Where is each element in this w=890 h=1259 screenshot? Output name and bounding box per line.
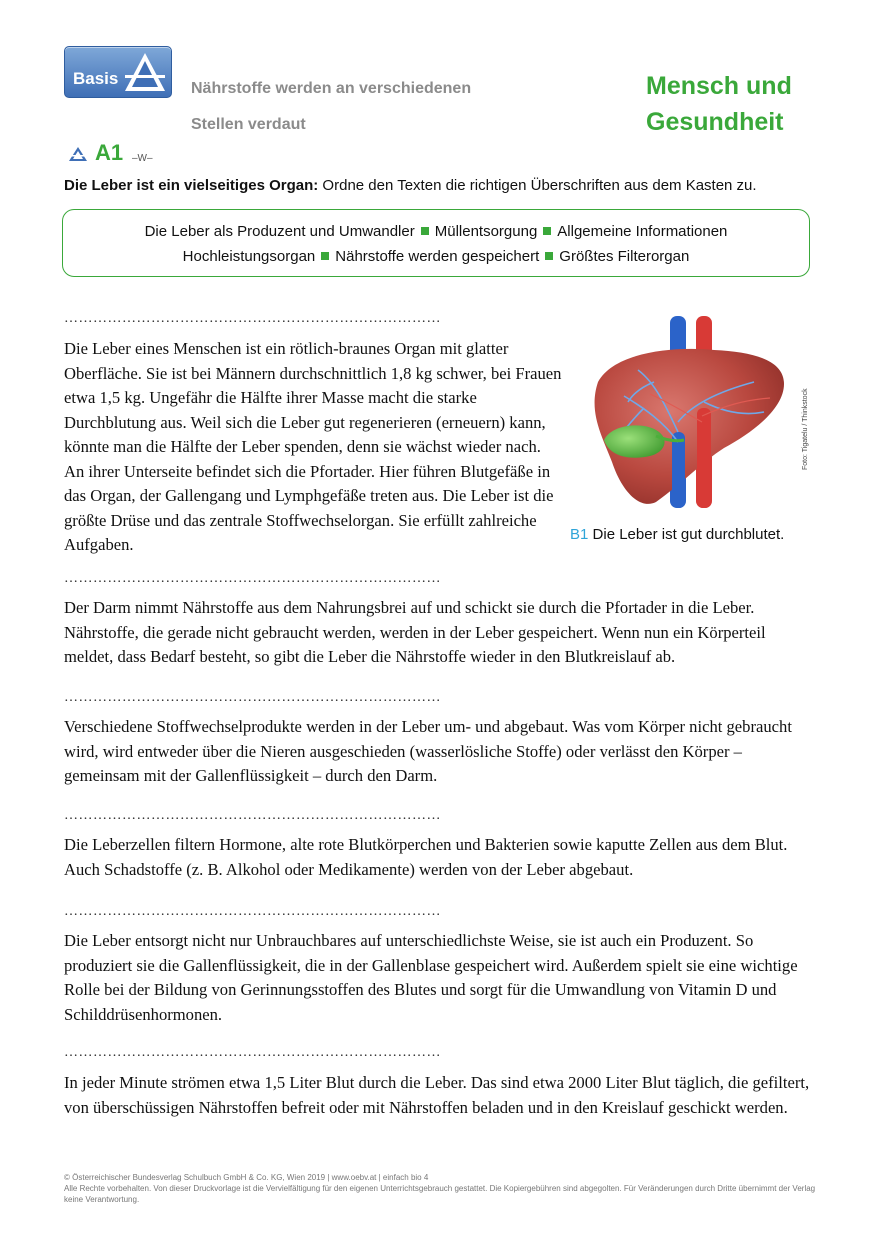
heading-option: Nährstoffe werden gespeichert xyxy=(335,248,540,265)
paragraph-6: In jeder Minute strömen etwa 1,5 Liter Blut durch die Leber. Das sind etwa 2000 Liter Blut täglich, die gefiltert, von überschüssigen Nährstoffen befreit oder mit Nährstoffen beladen und in den Kreislauf geschickt werden. xyxy=(64,1073,810,1117)
paragraph-4: Die Leberzellen filtern Hormone, alte rote Blutkörperchen und Bakterien sowie kaputte Zellen aus dem Blut. Auch Schadstoffe (z. B. Alkohol oder Medikamente) werden von der Leber abgebaut. xyxy=(64,835,788,879)
headings-box xyxy=(62,209,810,277)
task-level: –W– xyxy=(132,153,153,164)
square-bullet-icon xyxy=(421,227,429,235)
level-pyramid-icon xyxy=(68,146,88,162)
pyramid-icon xyxy=(123,51,167,93)
task-lead: Die Leber ist ein vielseitiges Organ: xyxy=(64,177,319,194)
task-instruction xyxy=(64,177,757,194)
paragraph-3: Verschiedene Stoffwechselprodukte werden in der Leber um- und abgebaut. Was vom Körper nicht gebraucht wird, wird entweder über die Nieren ausgeschieden (wasserlösliche Stoffe) oder verlässt den Körper – gemeinsam mit der Gallenflüssigkeit – durch den Darm. xyxy=(64,717,792,785)
paragraph-5: Die Leber entsorgt nicht nur Unbrauchbares auf unterschiedlichste Weise, sie ist auch ein Produzent. So produziert sie die Gallenflüssigkeit, die in der Gallenblase gespeichert wird. Außerdem spielt sie eine wichtige Rolle bei der Bildung von Gerinnungsstoffen des Blutes und sorgt für die Umwandlung von Vitamin D und Schilddrüsenhormonen. xyxy=(64,931,798,1024)
heading-option: Müllentsorgung xyxy=(434,223,538,240)
heading-blank-line[interactable]: …………………………………………………………………… xyxy=(64,1045,441,1060)
basis-logo xyxy=(64,46,172,98)
task-number: A1 xyxy=(95,140,124,165)
logo-label: Basis xyxy=(73,69,119,88)
footer-copyright: © Österreichischer Bundesverlag Schulbuch GmbH & Co. KG, Wien 2019 | www.oebv.at | einfach bio 4 xyxy=(64,1173,429,1182)
heading-option: Allgemeine Informationen xyxy=(557,223,728,240)
square-bullet-icon xyxy=(545,252,553,260)
headings-row-2 xyxy=(63,244,809,269)
heading-blank-line[interactable]: …………………………………………………………………… xyxy=(64,904,441,919)
heading-blank-line[interactable]: …………………………………………………………………… xyxy=(64,808,441,823)
liver-illustration xyxy=(584,312,794,512)
square-bullet-icon xyxy=(543,227,551,235)
heading-option: Größtes Filterorgan xyxy=(559,248,690,265)
heading-blank-line[interactable]: …………………………………………………………………… xyxy=(64,690,441,705)
footer-rights: Alle Rechte vorbehalten. Von dieser Druckvorlage ist die Vervielfältigung für den eigenen Unterrichtsgebrauch gestattet. Die Kopiergebühren sind abgegolten. Für Veränderungen durch Dritte übernimmt der Verlag keine Verantwortung. xyxy=(64,1184,816,1204)
figure-caption-text: Die Leber ist gut durchblutet. xyxy=(588,526,785,543)
headings-row-1 xyxy=(63,219,809,244)
figure-label: B1 xyxy=(570,526,589,543)
photo-credit: Foto: Tigatelu / Thinkstock xyxy=(802,388,809,470)
heading-blank-line[interactable]: …………………………………………………………………… xyxy=(64,311,441,326)
subject-line-2: Gesundheit xyxy=(646,108,784,136)
task-text: Ordne den Texten die richtigen Überschriften aus dem Kasten zu. xyxy=(318,177,757,194)
paragraph-2: Der Darm nimmt Nährstoffe aus dem Nahrungsbrei auf und schickt sie durch die Pfortader in die Leber. Nährstoffe, die gerade nicht gebraucht werden, werden in der Leber gespeichert. Wenn nun ein Körperteil meldet, dass Bedarf besteht, so gibt die Leber die Nährstoffe wieder in den Blutkreislauf ab. xyxy=(64,598,766,666)
subject-title xyxy=(646,68,846,140)
topic-line-1: Nährstoffe werden an verschiedenen xyxy=(191,80,472,97)
subject-line-1: Mensch und xyxy=(646,72,792,100)
heading-option: Die Leber als Produzent und Umwandler xyxy=(144,223,415,240)
topic-line-2: Stellen verdaut xyxy=(191,116,306,133)
paragraph-1: Die Leber eines Menschen ist ein rötlich-braunes Organ mit glatter Oberfläche. Sie ist bei Männern durchschnittlich 1,8 kg schwer, bei Frauen etwa 1,5 kg. Ungefähr die Hälfte ihrer Masse macht die starke Durchblutung aus. Weil sich die Leber gut regenerieren (erneuern) kann, könnte man die Hälfte der Leber spenden, denn sie wächst wieder nach. An ihrer Unterseite befindet sich die Pfortader. Hier führen Blutgefäße in das Organ, der Gallengang und Lymphgefäße treten aus. Die Leber ist die größte Drüse und das zentrale Stoffwechselorgan. Sie erfüllt zahlreiche Aufgaben. xyxy=(64,339,562,554)
figure-caption xyxy=(570,526,784,543)
heading-option: Hochleistungsorgan xyxy=(182,248,316,265)
heading-blank-line[interactable]: …………………………………………………………………… xyxy=(64,571,441,586)
square-bullet-icon xyxy=(321,252,329,260)
footer xyxy=(64,1172,824,1205)
